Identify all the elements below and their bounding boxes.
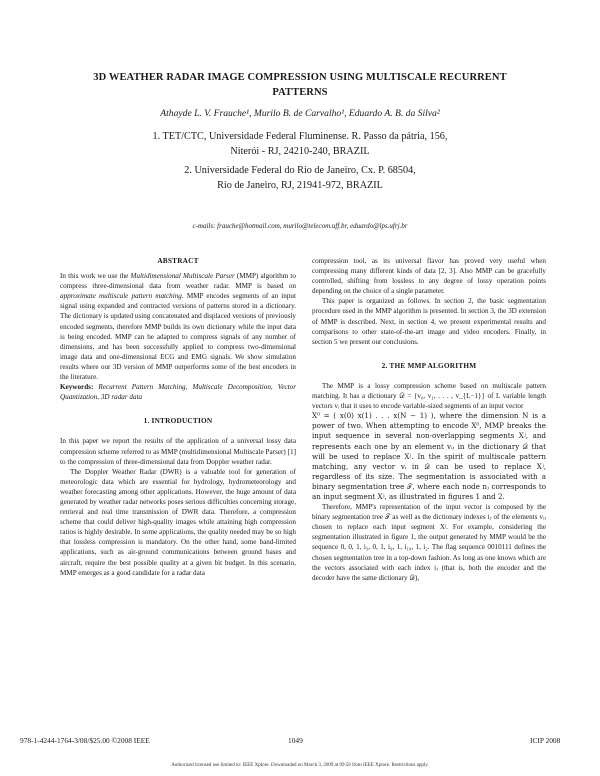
abstract-text: In this work we use the Multidimensional Multiscale Parser (MMP) algorithm to compress three-dimensional data from weather radar. MMP is based on approximate multiscale pattern matching. MMP encodes segments of an input signal using expanded and contracted versions of patterns stored in a dictionary. The dictionary is updated using concatenated and displaced versions of previously encoded segments, therefore MMP builds its own dictionary while the input data is being encoded. MMP can be adapted to compress signals of any number of dimensions, and has been successfully applied to compress two-dimensional image data and one-dimensional ECG and EMG signals. We show simulation results where our 3D version of MMP outperforms some of the best encoders in the literature. [60, 272, 296, 382]
mmp-algorithm-heading: 2. THE MMP ALGORITHM [381, 360, 477, 370]
abstract-heading: ABSTRACT [157, 256, 199, 265]
mmp-paragraph-2: Therefore, MMP's representation of the input vector is composed by the binary segmentation tree 𝒯 as well as the dictionary indexes iⱼ of the elements vᵢⱼ chosen to replace each input segment Xʲ. For example, considering the segmentation illustrated in figure 1, the output generated by MMP would be the sequence 0, 0, 1, i₃, 0, 1, i₉, 1, i₁₀, 1, i₂. The flag sequence 0010111 defines the chosen segmentation tree in a top-down fashion. As long as one knows which are the vectors associated with each index iⱼ (that is, both the encoder and the decoder have the same dictionary 𝒟), [312, 503, 546, 582]
affiliation-1 [60, 129, 540, 159]
intro-paragraph-1: In this paper we report the results of the application of a universal lossy data compression scheme referred to as MMP (multidimensional Multiscale Parser) [1] to the compression of three-dimensional data from Doppler weather radar. [60, 437, 296, 466]
title-line-2: PATTERNS [272, 87, 328, 98]
affiliation-1-line-2: Niterói - RJ, 24210-240, BRAZIL [230, 146, 370, 157]
paper-title [40, 70, 560, 100]
footer-isbn: 978-1-4244-1764-3/08/$25.00 ©2008 IEEE [20, 736, 150, 745]
intro-paragraph-3: compression tool, as its universal flavor has proved very useful when compressing many different kinds of data [2, 3]. Also MMP can be gracefully controlled, shifting from lossless to any degree of lossy operation points depending on the choice of a single parameter. [312, 257, 546, 296]
intro-paragraph-2: The Doppler Weather Radar (DWR) is a valuable tool for generation of meteorologic data which are essential for hydrology, hydrometeorology and weather forecasting among other applications. However, the huge amount of data generated by weather radar networks poses serious difficulties concerning storage, retrieval and real time transmission of DWR data. Therefore, a compression scheme that could deliver high-quality images while attaining high compression ratios is highly desirable. In some applications, the quality needed may be so high that lossless compression is mandatory. On the other hand, some band-limited applications, such as air-ground communications between ground bases and aircraft, require the best possible quality at a given bit budget. In this scenario, MMP emerges as a good candidate for a radar data [60, 467, 296, 577]
introduction-heading: 1. INTRODUCTION [143, 416, 213, 426]
affiliation-2-line-2: Rio de Janeiro, RJ, 21941-972, BRAZIL [217, 180, 383, 191]
title-line-1: 3D WEATHER RADAR IMAGE COMPRESSION USING MULTISCALE RECURRENT [93, 72, 507, 83]
right-column [312, 256, 546, 583]
author-list: Athayde L. V. Frauche¹, Murilo B. de Carvalho¹, Eduardo A. B. da Silva² [160, 108, 440, 119]
keywords-text: Recurrent Pattern Matching, Multiscale Decomposition, Vector Quantization, 3D radar data [60, 383, 296, 402]
keywords [60, 382, 296, 402]
footer-conference: ICIP 2008 [530, 736, 561, 745]
mmp-paragraph-1-cont: X⁰ = ( x(0) x(1) . . . x(N − 1) ), where the dimension N is a power of two. When attempting to encode X⁰, MMP breaks the input sequence in several non-overlapping segments Xʲ, and represents each one by an element vᵢⱼ in the dictionary 𝒟 that will be used to replace Xʲ. In the spirit of multiscale pattern matching, any vector vᵢ in 𝒟 can be used to replace Xʲ, regardless of its size. The segmentation is associated with a binary segmentation tree 𝒯, where each node nⱼ corresponds to an input segment Xʲ, as illustrated in figures 1 and 2. [312, 411, 546, 501]
author-emails: c-mails: frauche@hotmail.com, murilo@telecom.uff.br, eduardo@lps.ufrj.br [192, 222, 408, 230]
intro-paragraph-4: This paper is organized as follows. In section 2, the basic segmentation procedure used in the MMP algorithm is presented. In section 3, the 3D extension of MMP is described. Next, in section 4, we present experimental results and comparisons to other state-of-the-art image and video encoders. Finally, in section 5 we present our conclusions. [312, 297, 546, 346]
left-column [60, 256, 296, 578]
affiliation-1-line-1: 1. TET/CTC, Universidade Federal Fluminense. R. Passo da pátria, 156, [152, 131, 448, 142]
license-notice: Authorized licensed use limited to: IEEE Xplore. Downloaded on March 3, 2009 at 09:56 from IEEE Xplore. Restrictions apply. [171, 763, 429, 768]
affiliation-2-line-1: 2. Universidade Federal do Rio de Janeiro, Cx. P. 68504, [184, 165, 416, 176]
mmp-paragraph-1: The MMP is a lossy compression scheme based on multiscale pattern matching. It has a dictionary 𝒟 = {v₀, v₁, . . . , v_{L−1}} of L variable length vectors vᵢ that it uses to encode variable-sized segments of an input vector [312, 381, 546, 411]
keywords-label: Keywords: [60, 383, 94, 392]
affiliation-2 [60, 163, 540, 193]
footer-page-number: 1049 [288, 736, 303, 745]
